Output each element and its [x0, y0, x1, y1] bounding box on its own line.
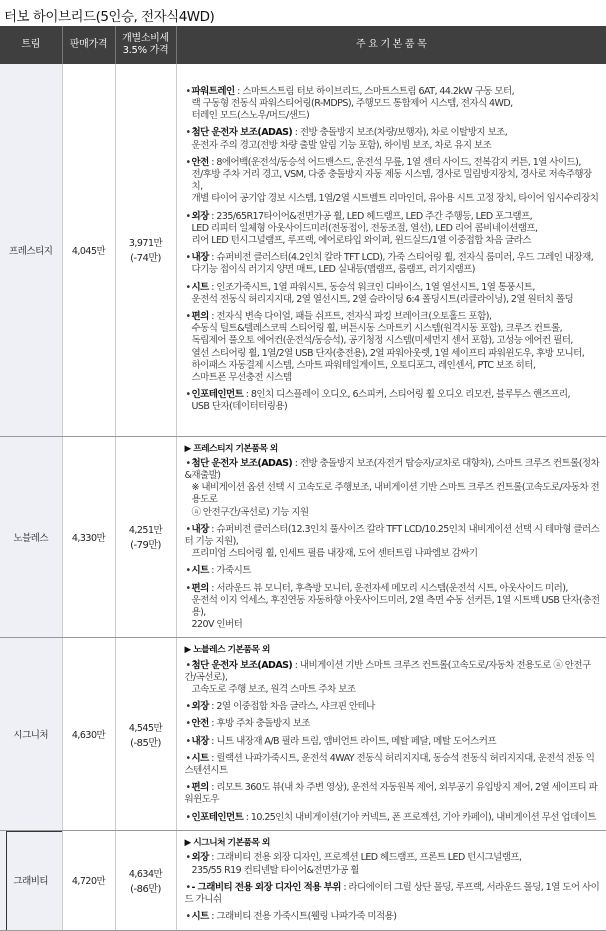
feature-group	[185, 736, 601, 748]
feature-label: 외장	[191, 701, 209, 713]
page-title: 터보 하이브리드(5인승, 전자식4WD)	[4, 9, 215, 25]
feature-line	[185, 127, 601, 139]
feature-text: : 내비게이션 기반 스마트 크루즈 컨트롤(고속도로/자동차 전용도로 ⓐ 안전구간/곡선로),	[184, 659, 591, 683]
feature-label: 첨단 운전자 보조(ADAS)	[191, 457, 293, 469]
feature-text: 220V 인버터	[191, 619, 243, 631]
feature-text: 운전자 주의 경고(전방 차량 출발 알림 기능 포함), 하이빔 보조, 차로 유지 보조	[191, 139, 492, 151]
feature-group	[185, 86, 601, 123]
feature-text: 터레인 모드(스노우/머드/샌드)	[191, 110, 310, 122]
feature-group	[185, 565, 601, 577]
header-price: 판매가격	[62, 26, 115, 64]
feature-text: 전/후방 주차 거리 경고, VSM, 다중 충돌방지 자동 제동 시스템, 경사로 밀림방지장치, 경사로 저속주행장치,	[191, 169, 592, 193]
feature-line	[185, 524, 601, 548]
feature-line	[185, 211, 601, 223]
feature-text: 리어 LED 턴시그널램프, 루프랙, 에어로타입 와이퍼, 윈드실드/1열 이중접합 차음 글라스	[191, 235, 531, 247]
sale-price: 4,330만	[62, 436, 115, 638]
feature-group	[185, 311, 601, 384]
bullet-icon: •	[185, 852, 191, 864]
feature-line	[185, 282, 601, 294]
bullet-icon: •	[185, 752, 191, 764]
feature-line	[185, 595, 601, 619]
feature-text: 독립제어 풀오토 에어컨(운전석/동승석), 공기청정 시스템(미세먼지 센서 포함), 고성능 에어컨 필터,	[191, 335, 573, 347]
feature-text: 개별 타이어 공기압 경보 시스템, 1열/2열 시트벨트 리마인더, 유아용 시트 고정 장치, 타이어 임시수리장치	[191, 193, 599, 205]
feature-line	[185, 348, 601, 360]
tax-price-value: 4,634만	[128, 868, 163, 880]
feature-line	[185, 782, 601, 806]
feature-line	[185, 389, 601, 401]
bullet-icon: •	[185, 523, 191, 535]
feature-line	[185, 718, 601, 730]
feature-label: 파워트레인	[191, 85, 235, 97]
feature-text: : 후방 주차 충돌방지 보조	[208, 718, 311, 730]
feature-line	[185, 223, 601, 235]
feature-line	[185, 736, 601, 748]
feature-label: 시트	[191, 752, 209, 764]
feature-text: : 전자식 변속 다이얼, 패들 쉬프트, 전자식 파킹 브레이크(오토홀드 포함),	[208, 311, 492, 323]
feature-text: : 서라운드 뷰 모니터, 후측방 모니터, 운전자세 메모리 시스템(운전석 시트, 아웃사이드 미러),	[208, 582, 568, 594]
feature-label: 외장	[191, 210, 209, 222]
feature-heading-text: 노블레스 기본품목 외	[193, 645, 270, 656]
tax-price	[115, 830, 176, 930]
bullet-icon: •	[185, 881, 191, 893]
triangle-icon: ▶	[184, 645, 194, 656]
feature-heading	[185, 837, 601, 849]
feature-list	[176, 638, 606, 830]
feature-line	[185, 110, 601, 122]
feature-line	[185, 264, 601, 276]
feature-line	[185, 882, 601, 906]
feature-heading-text: 시그니처 기본품목 외	[193, 838, 270, 849]
table-header	[0, 26, 606, 64]
header-features: 주 요 기 본 품 목	[176, 26, 606, 64]
feature-label: 안전	[191, 156, 209, 168]
feature-text: : 니트 내장재 A/B 필라 트림, 앰비언트 라이트, 메탈 페달, 메탈 도어스커프	[208, 735, 496, 747]
feature-group	[185, 389, 601, 413]
feature-text: LED 리피터 일체형 아웃사이드미러(전동접이, 전동조절, 열선), LED 리어 콤비네이션램프,	[191, 222, 538, 234]
spec-table	[0, 26, 606, 931]
feature-text: 열선 스티어링 휠, 1열/2열 USB 단자(충전용), 2열 파워아웃렛, 1열 세이프티 파워윈도우, 후방 모니터,	[191, 347, 585, 359]
feature-text: : 인조가죽시트, 1열 파워시트, 동승석 워크인 디바이스, 1열 열선시트, 1열 통풍시트,	[208, 281, 535, 293]
feature-line	[185, 372, 601, 384]
feature-line	[185, 619, 601, 631]
feature-group	[185, 157, 601, 206]
feature-line	[185, 323, 601, 335]
table-row	[0, 64, 606, 436]
feature-text: USB 단자(데이터터링용)	[191, 401, 288, 413]
tax-price	[115, 64, 176, 436]
feature-label: 외장	[191, 852, 209, 864]
feature-label: - 그래비티 전용 외장 디자인 적용 부위	[191, 881, 341, 893]
feature-group	[185, 782, 601, 806]
bullet-icon: •	[185, 735, 191, 747]
feature-line	[185, 458, 601, 482]
feature-group	[185, 882, 601, 906]
feature-label: 첨단 운전자 보조(ADAS)	[191, 659, 293, 671]
bullet-icon: •	[185, 389, 191, 401]
sale-price: 4,630만	[62, 638, 115, 830]
feature-line	[185, 684, 601, 696]
feature-text: : 스마트스트림 터보 하이브리드, 스마트스트림 6AT, 44.2kW 구동 모터,	[234, 85, 515, 97]
feature-label: 편의	[191, 782, 209, 794]
feature-text: 프리미엄 스티어링 휠, 인세트 필름 내장재, 도어 센터트림 나파엠보 감싸기	[191, 548, 478, 560]
feature-line	[185, 235, 601, 247]
bullet-icon: •	[185, 311, 191, 323]
trim-label: 노블레스	[13, 532, 49, 544]
bullet-icon: •	[185, 85, 191, 97]
tax-price	[115, 436, 176, 638]
table-row	[0, 830, 606, 930]
triangle-icon: ▶	[184, 838, 194, 849]
feature-line	[185, 565, 601, 577]
feature-line	[185, 86, 601, 98]
tax-price-value: 3,971만	[128, 238, 163, 250]
feature-group	[185, 660, 601, 697]
triangle-icon: ▶	[184, 443, 194, 454]
feature-label: 안전	[191, 718, 209, 730]
feature-line	[185, 169, 601, 193]
feature-group	[185, 282, 601, 306]
feature-group	[185, 458, 601, 519]
trim-name	[0, 64, 62, 436]
feature-line	[185, 507, 601, 519]
feature-heading-text: 프레스티지 기본품목 외	[193, 443, 278, 454]
feature-text: 수동식 틸트&텔레스코픽 스티어링 휠, 버튼시동 스마트키 시스템(원격시동 포함), 크루즈 컨트롤,	[191, 323, 563, 335]
feature-label: 내장	[191, 252, 209, 264]
feature-group	[185, 211, 601, 248]
trim-label: 프레스티지	[9, 245, 53, 257]
feature-list	[176, 830, 606, 930]
feature-text: : 8인치 디스플레이 오디오, 6스피커, 스티어링 휠 오디오 리모컨, 블루투스 핸즈프리,	[243, 389, 571, 401]
feature-line	[185, 865, 601, 877]
feature-line	[185, 294, 601, 306]
feature-text: : 그래비티 전용 외장 디자인, 프로젝션 LED 헤드램프, 프론트 LED 턴시그널램프,	[208, 852, 522, 864]
tax-price-value: 4,251만	[128, 525, 163, 537]
bullet-icon: •	[185, 252, 191, 264]
feature-line	[185, 548, 601, 560]
bullet-icon: •	[185, 582, 191, 594]
feature-line	[185, 252, 601, 264]
bullet-icon: •	[185, 911, 191, 923]
feature-group	[185, 718, 601, 730]
feature-line	[185, 583, 601, 595]
feature-group	[185, 753, 601, 777]
feature-line	[185, 911, 601, 923]
header-trim: 트림	[0, 26, 62, 64]
feature-text: : 10.25인치 내비게이션(기아 커넥트, 폰 프로젝션, 기아 카페이), 내비게이션 무선 업데이트	[243, 811, 596, 823]
feature-text: 운전석 전동식 허리지지대, 2열 열선시트, 2열 슬라이딩 6:4 폴딩시트(리클라이닝), 2열 원터치 폴딩	[191, 293, 574, 305]
feature-group	[185, 583, 601, 632]
bullet-icon: •	[185, 811, 191, 823]
bullet-icon: •	[185, 565, 191, 577]
sale-price: 4,720만	[62, 830, 115, 930]
feature-list	[176, 436, 606, 638]
feature-text: ⓐ 안전구간/곡선로) 기능 지원	[191, 506, 309, 518]
feature-text: : 가죽시트	[208, 565, 251, 577]
feature-label: 시트	[191, 281, 209, 293]
price-difference: (-79만)	[130, 540, 161, 552]
feature-text: 고속도로 주행 보조, 원격 스마트 주차 보조	[191, 683, 356, 695]
feature-group	[185, 524, 601, 561]
feature-line	[185, 753, 601, 777]
feature-label: 인포테인먼트	[191, 389, 244, 401]
feature-text: : 리모트 360도 뷰(내 차 주변 영상), 운전석 자동원복 제어, 외부공기 유입방지 제어, 2열 세이프티 파워윈도우	[184, 782, 598, 806]
feature-group	[185, 852, 601, 876]
trim-label: 시그니처	[13, 730, 49, 742]
feature-text: : 슈퍼비전 클러스터(12.3인치 풀사이즈 칼라 TFT LCD/10.25인치 내비게이션 선택 시 테마형 클러스터 기능 지원),	[184, 523, 600, 547]
sale-price: 4,045만	[62, 64, 115, 436]
feature-text: 하이패스 자동결제 시스템, 스마트 파워테일게이트, 오토디포그, 레인센서, PTC 보조 히터,	[191, 359, 536, 371]
feature-text: 운전석 이지 억세스, 후진연동 자동하향 아웃사이드미러, 2열 측면 수동 선커튼, 1열 시트백 USB 단자(충전용),	[191, 594, 600, 618]
trim-name	[0, 436, 62, 638]
feature-text: : 전방 충돌방지 보조(자전거 탑승자/교차로 대향차), 스마트 크루즈 컨트롤(정차&재출발)	[184, 457, 600, 481]
trim-name	[0, 830, 62, 930]
trim-name	[0, 638, 62, 830]
feature-line	[185, 482, 601, 506]
feature-line	[185, 401, 601, 413]
feature-label: 인포테인먼트	[191, 811, 244, 823]
bullet-icon: •	[185, 210, 191, 222]
feature-label: 내장	[191, 735, 209, 747]
bullet-icon: •	[185, 457, 191, 469]
feature-text: : 2열 이중접합 차음 글라스, 샤크핀 안테나	[208, 701, 375, 713]
feature-text: : 235/65R17타이어&전면가공 휠, LED 헤드램프, LED 주간 주행등, LED 포그램프,	[208, 210, 533, 222]
price-difference: (-85만)	[130, 737, 161, 749]
feature-label: 첨단 운전자 보조(ADAS)	[191, 127, 293, 139]
feature-label: 편의	[191, 582, 209, 594]
feature-label: 편의	[191, 311, 209, 323]
feature-line	[185, 852, 601, 864]
table-row	[0, 436, 606, 638]
feature-line	[185, 701, 601, 713]
feature-text: 스마트폰 무선충전 시스템	[191, 372, 292, 384]
feature-line	[185, 360, 601, 372]
feature-text: : 라디에이터 그릴 상단 몰딩, 루프랙, 서라운드 몰딩, 1열 도어 사이드 가니쉬	[184, 881, 600, 905]
bullet-icon: •	[185, 127, 191, 139]
feature-line	[185, 157, 601, 169]
feature-text: : 그래비티 전용 가죽시트(웰링 나파가죽 미적용)	[208, 911, 397, 923]
tax-price-value: 4,545만	[128, 722, 163, 734]
feature-line	[185, 311, 601, 323]
feature-group	[185, 252, 601, 276]
header-tax-price: 개별소비세 3.5% 가격	[115, 26, 176, 64]
feature-text: : 전방 충돌방지 보조(차량/보행자), 차로 이탈방지 보조,	[292, 127, 508, 139]
bullet-icon: •	[185, 281, 191, 293]
bullet-icon: •	[185, 782, 191, 794]
feature-heading	[185, 443, 601, 455]
feature-group	[185, 127, 601, 151]
feature-group	[185, 911, 601, 923]
feature-text: 랙 구동형 전동식 파워스티어링(R-MDPS), 주행모드 통합제어 시스템, 전자식 4WD,	[191, 98, 513, 110]
price-difference: (-74만)	[130, 253, 161, 265]
feature-text: 235/55 R19 컨티넨탈 타이어&전면가공 휠	[191, 864, 359, 876]
feature-text: : 8에어백(운전석/동승석 어드밴스드, 운전석 무릎, 1열 센터 사이드, 전복감지 커튼, 1열 사이드),	[208, 156, 581, 168]
feature-label: 시트	[191, 565, 209, 577]
feature-line	[185, 193, 601, 205]
trim-label: 그래비티	[13, 876, 49, 888]
feature-text: : 릴랙션 나파가죽시트, 운전석 4WAY 전동식 허리지지대, 동승석 전동식 허리지지대, 운전석 전동 익스텐션시트	[184, 752, 595, 776]
feature-label: 시트	[191, 911, 209, 923]
price-difference: (-86만)	[130, 883, 161, 895]
feature-text: : 슈퍼비전 클러스터(4.2인치 칼라 TFT LCD), 가죽 스티어링 휠, 전자식 룸미러, 우드 그레인 내장재,	[208, 252, 594, 264]
feature-list	[176, 64, 606, 436]
tax-price	[115, 638, 176, 830]
feature-line	[185, 660, 601, 684]
feature-line	[185, 98, 601, 110]
feature-group	[185, 701, 601, 713]
feature-label: 내장	[191, 523, 209, 535]
feature-text: 다기능 접이식 러기지 양면 매트, LED 실내등(맵램프, 룸램프, 러기지램프)	[191, 264, 475, 276]
bullet-icon: •	[185, 701, 191, 713]
feature-line	[185, 335, 601, 347]
feature-text: ※ 내비게이션 옵션 선택 시 고속도로 주행보조, 내비게이션 기반 스마트 크루즈 컨트롤(고속도로/자동차 전용도로	[191, 482, 600, 506]
bullet-icon: •	[185, 156, 191, 168]
table-row	[0, 638, 606, 830]
feature-line	[185, 140, 601, 152]
bullet-icon: •	[185, 718, 191, 730]
feature-heading	[185, 644, 601, 656]
bullet-icon: •	[185, 659, 191, 671]
